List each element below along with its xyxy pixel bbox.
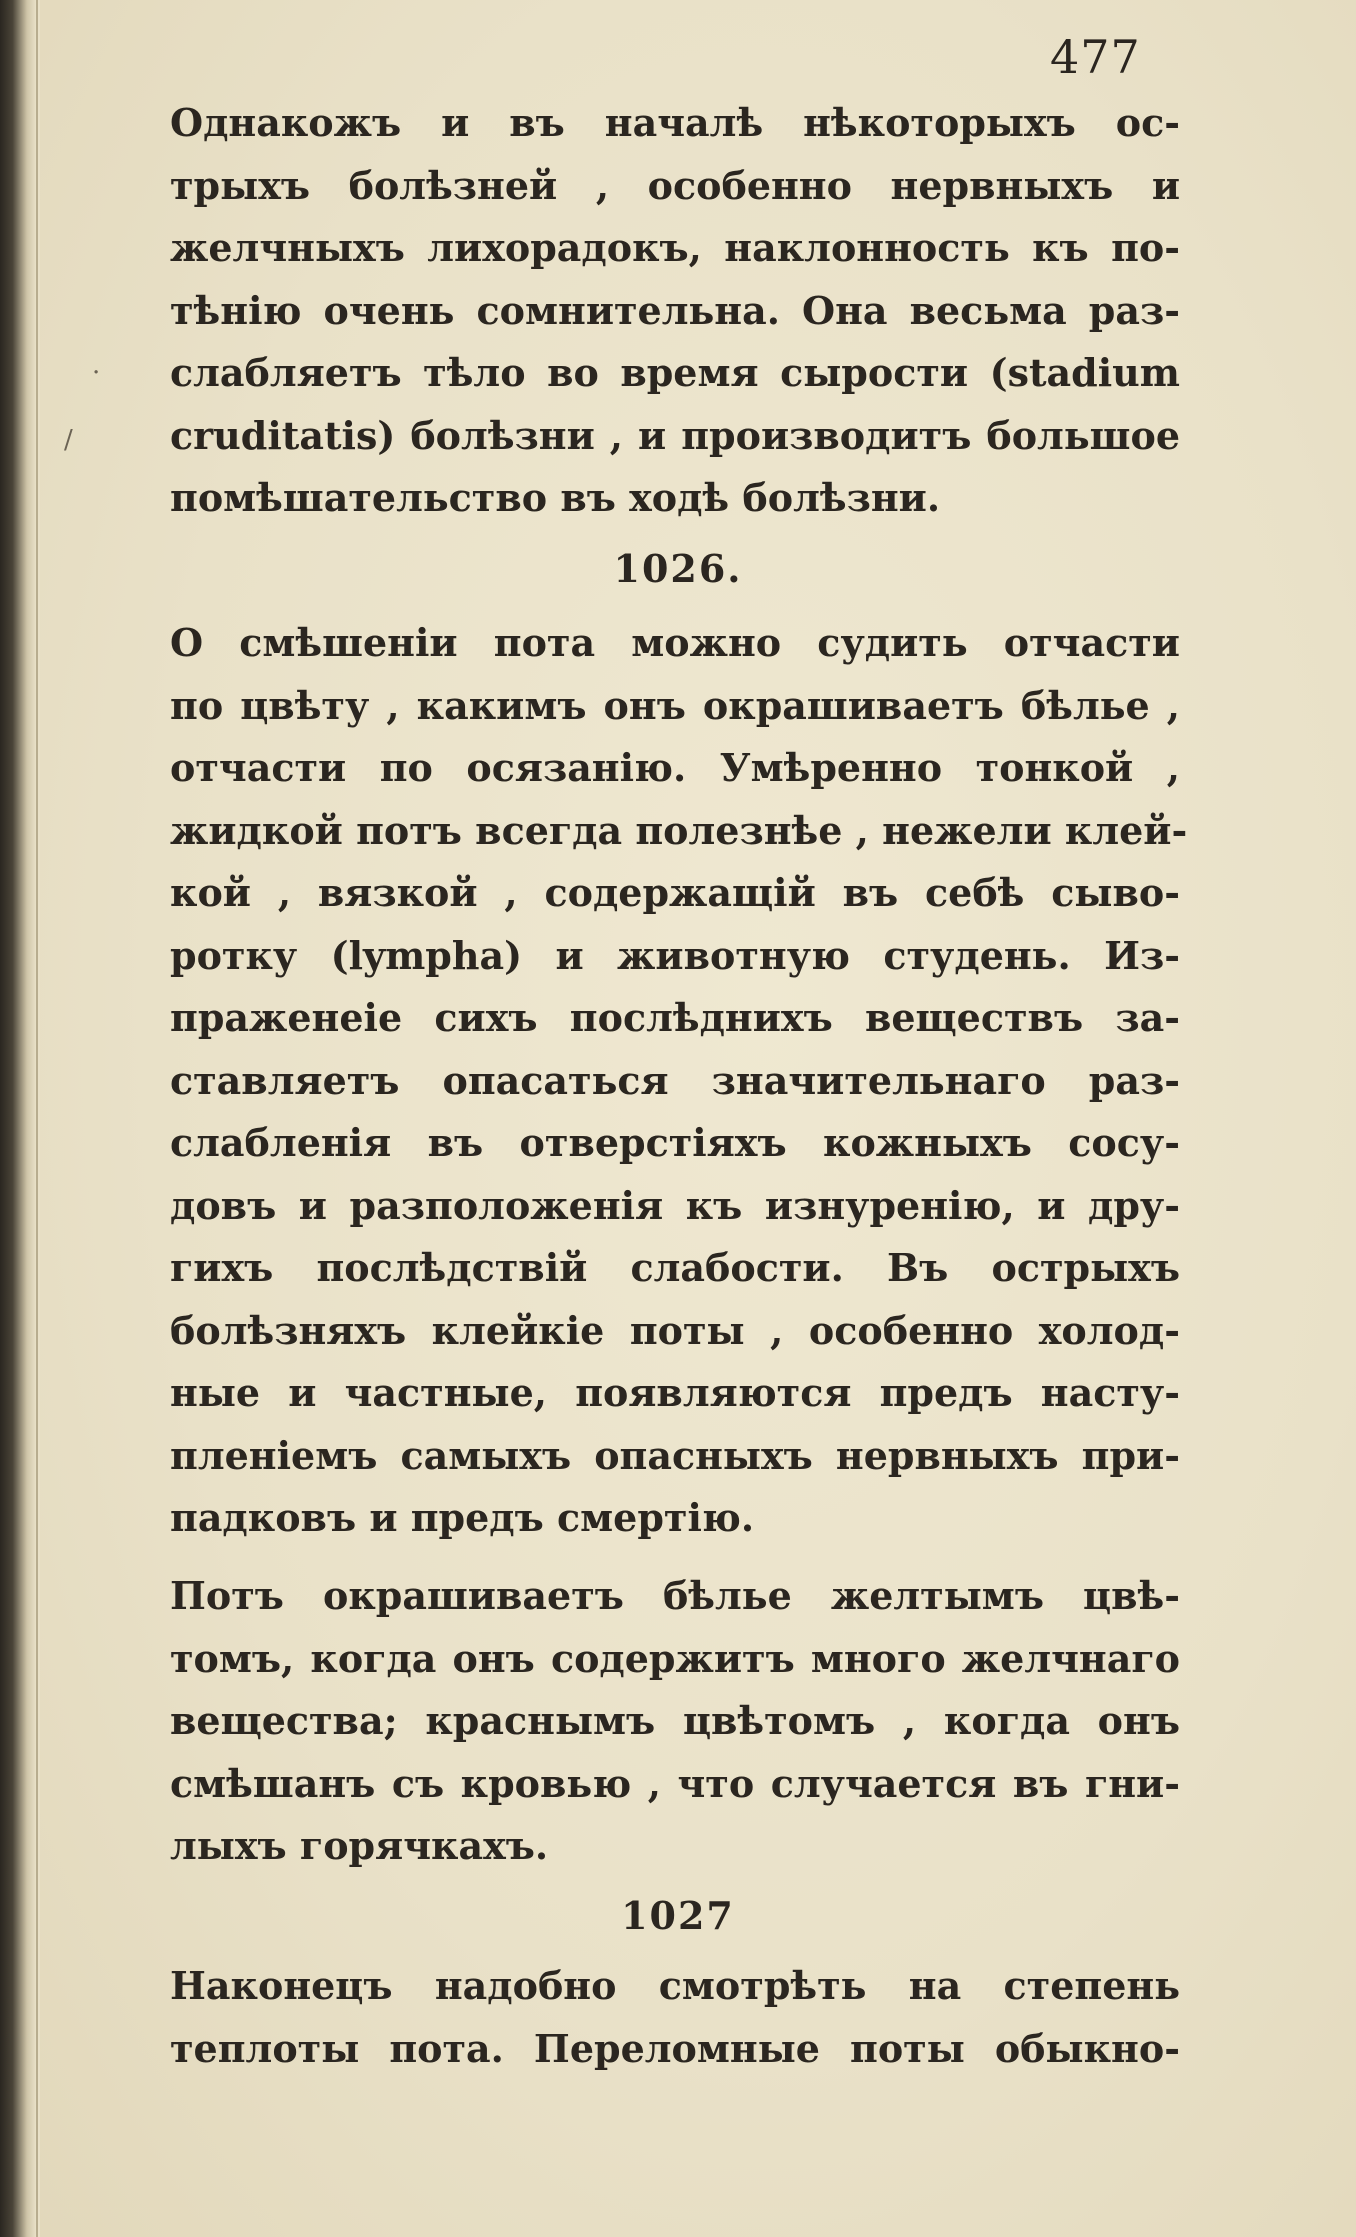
paragraph-line: пленіемъ самыхъ опасныхъ нервныхъ при-	[170, 1432, 1180, 1478]
paragraph-line: лыхъ горячкахъ.	[170, 1823, 549, 1868]
paragraph-2	[170, 612, 1188, 1550]
paragraph-line: слабленія въ отверстіяхъ кожныхъ сосу-	[170, 1120, 1180, 1165]
paragraph-line: желчныхъ лихорадокъ, наклонность къ по-	[170, 225, 1180, 270]
paragraph-4	[170, 1955, 1180, 2080]
paragraph-line: cruditatis) болѣзни , и производитъ большое	[170, 412, 1180, 458]
paragraph-line: ставляетъ опасаться значительнаго раз-	[170, 1057, 1180, 1103]
paragraph-line: ротку (lympha) и животную студень. Из-	[170, 932, 1180, 978]
page-number: 477	[1050, 30, 1141, 84]
paragraph-line: по цвѣту , какимъ онъ окрашиваетъ бѣлье ,	[170, 682, 1180, 728]
paragraph-line: тѣнію очень сомнительна. Она весьма раз-	[170, 287, 1180, 333]
paragraph-line: праженеіе сихъ послѣднихъ веществъ за-	[170, 995, 1180, 1040]
paragraph-line: Однакожъ и въ началѣ нѣкоторыхъ ос-	[170, 100, 1180, 145]
paragraph-line: томъ, когда онъ содержитъ много желчнаго	[170, 1635, 1180, 1681]
margin-slash-mark: /	[64, 425, 73, 455]
paragraph-line: отчасти по осязанію. Умѣренно тонкой ,	[170, 745, 1180, 790]
paragraph-line: падковъ и предъ смертію.	[170, 1495, 755, 1540]
margin-dot-mark: ·	[92, 358, 101, 388]
paragraph-3	[170, 1565, 1180, 1878]
paragraph-line: ные и частные, появляются предъ насту-	[170, 1370, 1180, 1415]
paragraph-line: кой , вязкой , содержащій въ себѣ сыво-	[170, 870, 1180, 915]
paragraph-line: довъ и разположенія къ изнуренію, и дру-	[170, 1182, 1180, 1228]
paragraph-line: О смѣшеніи пота можно судить отчасти	[170, 620, 1180, 665]
paragraph-line: Потъ окрашиваетъ бѣлье желтымъ цвѣ-	[170, 1573, 1180, 1618]
paragraph-line: теплоты пота. Переломные поты обыкно-	[170, 2025, 1180, 2071]
section-number-1026: 1026.	[613, 546, 743, 591]
paragraph-line: трыхъ болѣзней , особенно нервныхъ и	[170, 162, 1180, 208]
paragraph-line: болѣзняхъ клейкіе поты , особенно холод-	[170, 1307, 1180, 1353]
paragraph-line: вещества; краснымъ цвѣтомъ , когда онъ	[170, 1698, 1180, 1743]
section-number-1027: 1027	[621, 1893, 735, 1938]
paragraph-line: помѣшательство въ ходѣ болѣзни.	[170, 475, 941, 520]
paragraph-1	[170, 92, 1180, 530]
paragraph-line: жидкой потъ всегда полезнѣе , нежели клей-	[170, 807, 1188, 853]
paragraph-line: гихъ послѣдствій слабости. Въ острыхъ	[170, 1245, 1180, 1290]
paragraph-line: смѣшанъ съ кровью , что случается въ гни-	[170, 1760, 1180, 1806]
paragraph-line: слабляетъ тѣло во время сырости (stadium	[170, 350, 1180, 395]
paragraph-line: Наконецъ надобно смотрѣть на степень	[170, 1963, 1180, 2008]
